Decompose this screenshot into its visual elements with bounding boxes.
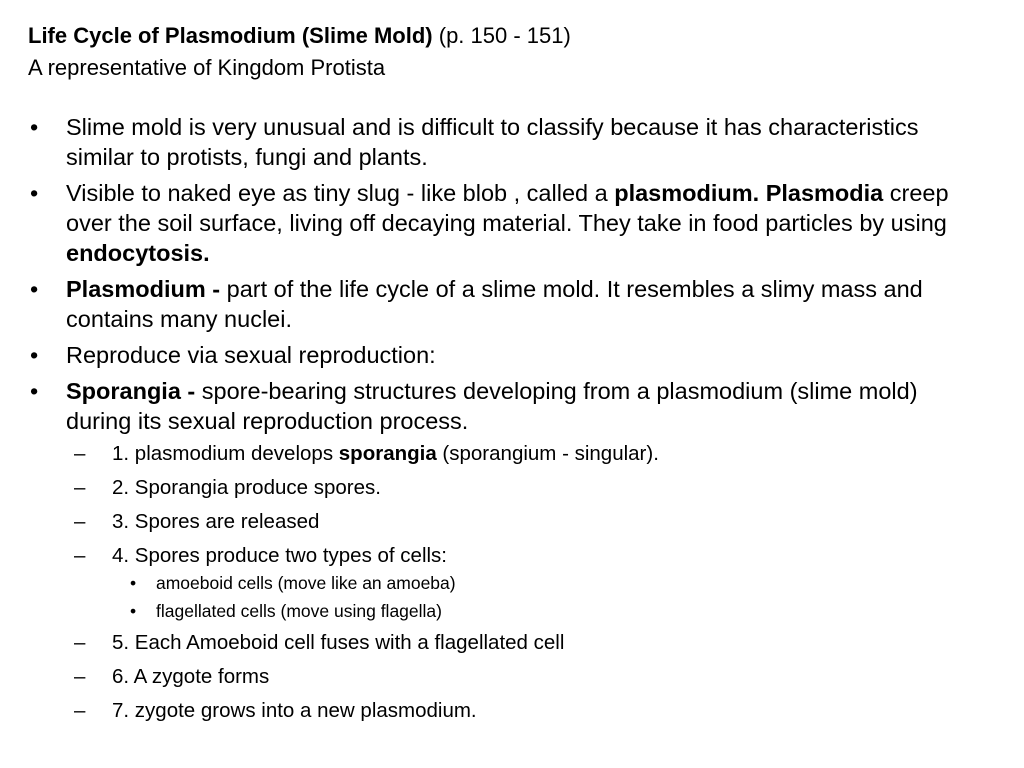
bullet-sporangia bbox=[28, 376, 988, 436]
step-4 bbox=[28, 542, 988, 570]
step-1 bbox=[28, 440, 988, 468]
sub-text: amoeboid cells (move like an amoeba) bbox=[156, 573, 456, 593]
dash-marker: – bbox=[74, 665, 86, 688]
dash-marker: – bbox=[74, 631, 86, 654]
bullet-plasmodium bbox=[28, 274, 988, 334]
slide-title bbox=[28, 20, 988, 52]
bullet-marker: • bbox=[30, 378, 39, 404]
dash-marker: – bbox=[74, 510, 86, 533]
term-plasmodium: plasmodium. bbox=[614, 180, 760, 206]
bullet-marker: • bbox=[30, 342, 39, 368]
step-7 bbox=[28, 697, 988, 725]
bullet-classification bbox=[28, 112, 988, 172]
step-text: 1. plasmodium develops bbox=[112, 442, 339, 465]
dash-marker: – bbox=[74, 476, 86, 499]
step-6 bbox=[28, 663, 988, 691]
cell-type-flagellated bbox=[28, 600, 988, 623]
bullet-text: part of the life cycle of a slime mold. It resembles a slimy mass and contains many nuclei. bbox=[66, 276, 923, 332]
content-list bbox=[28, 112, 988, 731]
step-3 bbox=[28, 508, 988, 536]
bullet-text: spore-bearing structures developing from a plasmodium (slime mold) during its sexual reproduction process. bbox=[66, 378, 918, 434]
step-text: 3. Spores are released bbox=[112, 510, 320, 533]
bullet-text: Reproduce via sexual reproduction: bbox=[66, 342, 436, 368]
term-endocytosis: endocytosis. bbox=[66, 240, 210, 266]
title-block bbox=[28, 20, 988, 84]
bullet-text: creep over the soil surface, living off decaying material. They take in food particles by using bbox=[66, 180, 949, 236]
sub-text: flagellated cells (move using flagella) bbox=[156, 601, 442, 621]
bullet-marker: • bbox=[30, 180, 39, 206]
bullet-marker: • bbox=[30, 276, 39, 302]
bullet-reproduce bbox=[28, 340, 988, 370]
dash-marker: – bbox=[74, 699, 86, 722]
term-plasmodium-def: Plasmodium - bbox=[66, 276, 221, 302]
bullet-marker: • bbox=[30, 114, 39, 140]
bullet-marker: • bbox=[130, 601, 137, 621]
step-2 bbox=[28, 474, 988, 502]
step-text: 2. Sporangia produce spores. bbox=[112, 476, 381, 499]
step-5 bbox=[28, 629, 988, 657]
title-pages: (p. 150 - 151) bbox=[432, 23, 571, 48]
cell-type-amoeboid bbox=[28, 572, 988, 595]
bullet-text: Slime mold is very unusual and is difficult to classify because it has characteristics similar to protists, fungi and plants. bbox=[66, 114, 919, 170]
bullet-marker: • bbox=[130, 573, 137, 593]
dash-marker: – bbox=[74, 442, 86, 465]
step-text: 4. Spores produce two types of cells: bbox=[112, 544, 448, 567]
step-text: 5. Each Amoeboid cell fuses with a flagellated cell bbox=[112, 631, 565, 654]
term-plasmodia: Plasmodia bbox=[765, 180, 884, 206]
step-text: (sporangium - singular). bbox=[436, 442, 659, 465]
slide-subtitle: A representative of Kingdom Protista bbox=[28, 55, 386, 80]
step-text: 6. A zygote forms bbox=[112, 665, 270, 688]
term-sporangia: sporangia bbox=[338, 442, 437, 465]
step-text: 7. zygote grows into a new plasmodium. bbox=[112, 699, 477, 722]
title-bold: Life Cycle of Plasmodium (Slime Mold) bbox=[28, 23, 433, 48]
dash-marker: – bbox=[74, 544, 86, 567]
term-sporangia-def: Sporangia - bbox=[66, 378, 196, 404]
bullet-visible bbox=[28, 178, 988, 268]
bullet-text: Visible to naked eye as tiny slug - like blob , called a bbox=[66, 180, 615, 206]
